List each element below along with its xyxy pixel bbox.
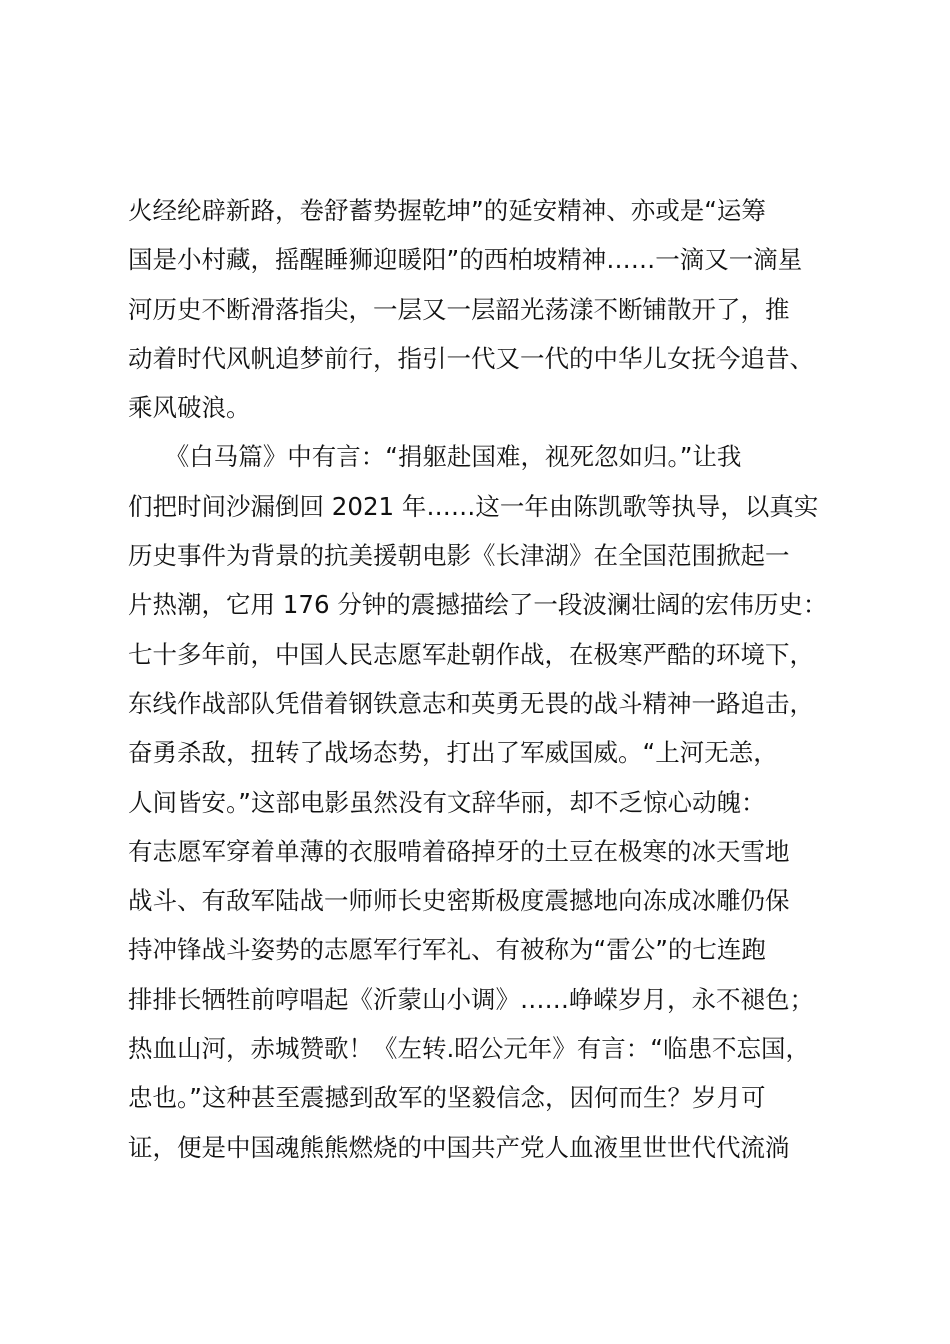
body-text xyxy=(128,186,858,1172)
text-line: 排排长牺牲前哼唱起《沂蒙山小调》……峥嵘岁月，永不褪色； xyxy=(128,984,814,1014)
text-line: 国是小村藏，摇醒睡狮迎暖阳”的西柏坡精神……一滴又一滴星 xyxy=(128,245,803,275)
text-line: 有志愿军穿着单薄的衣服啃着硌掉牙的土豆在极寒的冰天雪地 xyxy=(128,836,790,866)
text-line: 奋勇杀敌，扭转了战场态势，打出了军威国威。“上河无恙， xyxy=(128,738,778,768)
text-line: 人间皆安。”这部电影虽然没有文辞华丽，却不乏惊心动魄： xyxy=(128,787,766,817)
text-line: 乘风破浪。 xyxy=(128,393,251,423)
text-line: 片热潮，它用 176 分钟的震撼描绘了一段波澜壮阔的宏伟历史： xyxy=(128,590,828,620)
text-line: 东线作战部队凭借着钢铁意志和英勇无畏的战斗精神一路追击， xyxy=(128,688,814,718)
text-line: 战斗、有敌军陆战一师师长史密斯极度震撼地向冻成冰雕仍保 xyxy=(128,886,790,916)
text-line: 持冲锋战斗姿势的志愿军行军礼、有被称为“雷公”的七连跑 xyxy=(128,935,766,965)
text-line: 证，便是中国魂熊熊燃烧的中国共产党人血液里世世代代流淌 xyxy=(128,1132,790,1162)
text-line: 《白马篇》中有言：“捐躯赴国难，视死忽如归。”让我 xyxy=(128,442,742,472)
text-line: 河历史不断滑落指尖，一层又一层韶光荡漾不断铺散开了，推 xyxy=(128,294,790,324)
text-line: 火经纶辟新路，卷舒蓄势握乾坤”的延安精神、亦或是“运筹 xyxy=(128,196,766,225)
text-line: 热血山河，赤城赞歌！《左转.昭公元年》有言：“临患不忘国， xyxy=(128,1034,810,1064)
text-line: 们把时间沙漏倒回 2021 年……这一年由陈凯歌等执导，以真实 xyxy=(128,491,819,521)
text-line: 七十多年前，中国人民志愿军赴朝作战，在极寒严酷的环境下， xyxy=(128,639,814,669)
text-line: 动着时代风帆追梦前行，指引一代又一代的中华儿女抚今追昔、 xyxy=(128,343,814,373)
text-line: 忠也。”这种甚至震撼到敌军的坚毅信念，因何而生？岁月可 xyxy=(128,1083,766,1113)
text-line: 历史事件为背景的抗美援朝电影《长津湖》在全国范围掀起一 xyxy=(128,541,790,571)
